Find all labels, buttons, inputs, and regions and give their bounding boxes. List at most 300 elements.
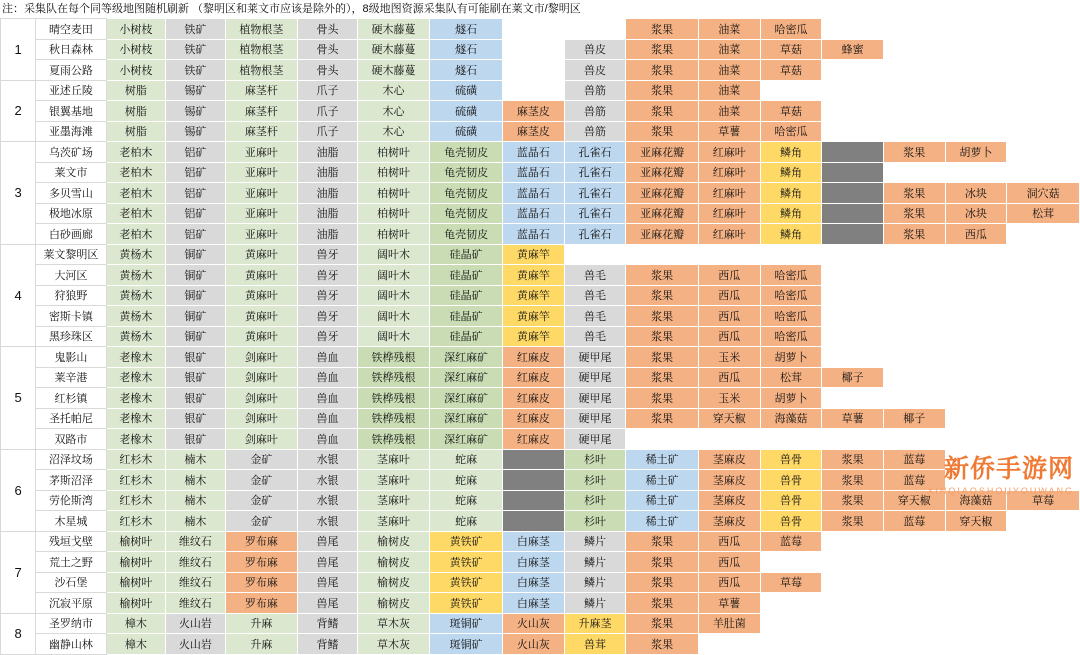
resource-cell: 红麻叶 [698, 183, 760, 204]
resource-cell: 铝矿 [166, 203, 225, 224]
resource-cell: 木心 [357, 101, 430, 122]
resource-cell: 黄杨木 [106, 285, 165, 306]
resource-cell [1007, 552, 1080, 573]
resource-cell: 浆果 [626, 326, 699, 347]
resource-cell: 小树枝 [106, 19, 165, 40]
map-name-cell: 沙石堡 [36, 572, 106, 593]
resource-cell [883, 101, 945, 122]
resource-cell: 黄铁矿 [430, 531, 503, 552]
map-name-cell: 双路市 [36, 429, 106, 450]
resource-cell: 兽毛 [564, 285, 626, 306]
resource-cell: 银矿 [166, 347, 225, 368]
resource-cell: 西瓜 [698, 367, 760, 388]
resource-cell: 铝矿 [166, 162, 225, 183]
resource-cell: 升麻 [225, 634, 298, 655]
resource-cell: 浆果 [626, 367, 699, 388]
resource-cell: 浆果 [626, 19, 699, 40]
resource-cell [822, 80, 884, 101]
resource-cell: 麻茎杆 [225, 101, 298, 122]
resource-cell: 铜矿 [166, 285, 225, 306]
resource-cell: 木心 [357, 121, 430, 142]
resource-cell: 西瓜 [698, 265, 760, 286]
resource-cell: 兽皮 [564, 39, 626, 60]
tier-index-cell: 7 [1, 531, 36, 613]
resource-cell: 茎麻皮 [698, 449, 760, 470]
resource-cell: 亚麻花瓣 [626, 183, 699, 204]
resource-cell: 黄麻竿 [503, 306, 565, 327]
resource-cell: 油菜 [698, 80, 760, 101]
resource-cell: 龟壳韧皮 [430, 162, 503, 183]
map-name-cell: 晴空麦田 [36, 19, 106, 40]
resource-cell: 老橡木 [106, 408, 165, 429]
resource-cell: 海藻菇 [760, 408, 822, 429]
resource-cell [945, 429, 1007, 450]
resource-cell: 兽血 [298, 367, 357, 388]
resource-cell: 草莓 [1007, 490, 1080, 511]
resource-cell: 阔叶木 [357, 326, 430, 347]
resource-cell: 鳞片 [564, 593, 626, 614]
resource-cell: 鳞片 [564, 572, 626, 593]
resource-cell: 柏树叶 [357, 142, 430, 163]
resource-cell: 银矿 [166, 408, 225, 429]
resource-cell: 黄铁矿 [430, 572, 503, 593]
resource-cell [945, 285, 1007, 306]
resource-cell: 金矿 [225, 449, 298, 470]
resource-cell: 冰块 [945, 203, 1007, 224]
resource-cell [503, 19, 565, 40]
resource-cell: 榆树叶 [106, 531, 165, 552]
resource-cell: 骨头 [298, 60, 357, 81]
resource-cell: 蜂蜜 [822, 39, 884, 60]
resource-cell: 火山灰 [503, 613, 565, 634]
resource-cell [564, 19, 626, 40]
resource-cell: 茎麻叶 [357, 490, 430, 511]
resource-cell: 维纹石 [166, 531, 225, 552]
resource-cell: 铜矿 [166, 326, 225, 347]
resource-cell [883, 60, 945, 81]
resource-cell: 骨头 [298, 39, 357, 60]
table-row [1, 388, 1080, 409]
resource-cell: 蓝莓 [883, 470, 945, 491]
resource-cell [945, 80, 1007, 101]
resource-cell: 茎麻叶 [357, 511, 430, 532]
resource-cell: 兽筋 [564, 80, 626, 101]
resource-cell: 维纹石 [166, 593, 225, 614]
resource-cell: 柏树叶 [357, 183, 430, 204]
resource-cell: 兽尾 [298, 593, 357, 614]
resource-cell: 白麻茎 [503, 593, 565, 614]
resource-cell: 油脂 [298, 162, 357, 183]
resource-cell: 兽牙 [298, 326, 357, 347]
resource-cell: 兽蹄 [503, 511, 565, 532]
resource-cell: 浆果 [626, 306, 699, 327]
resource-cell [822, 265, 884, 286]
resource-cell: 浆果 [626, 388, 699, 409]
resource-cell [883, 265, 945, 286]
resource-cell: 茎麻皮 [698, 490, 760, 511]
map-name-cell: 木星城 [36, 511, 106, 532]
resource-cell: 浆果 [626, 39, 699, 60]
resource-cell: 剑麻叶 [225, 429, 298, 450]
resource-cell [945, 531, 1007, 552]
resource-cell: 黄杨木 [106, 265, 165, 286]
resource-cell: 麻茎皮 [503, 121, 565, 142]
resource-cell: 深红麻矿 [430, 347, 503, 368]
resource-cell: 草薯 [698, 593, 760, 614]
resource-cell [883, 285, 945, 306]
resource-cell: 黄麻竿 [503, 244, 565, 265]
resource-cell: 小树枝 [106, 60, 165, 81]
resource-cell: 孔雀石 [564, 162, 626, 183]
resource-cell: 红杉木 [106, 449, 165, 470]
resource-cell: 树脂 [106, 121, 165, 142]
resource-cell: 蓝晶石 [503, 142, 565, 163]
table-note: 注：采集队在每个同等级地图随机刷新 （黎明区和莱文市应该是除外的），8级地图资源采集队有可能刷在莱文市/黎明区 [2, 3, 581, 15]
resource-cell: 红麻皮 [503, 367, 565, 388]
resource-cell: 硬甲皮 [822, 203, 884, 224]
resource-cell [1007, 531, 1080, 552]
resource-cell [945, 162, 1007, 183]
resource-cell [1007, 511, 1080, 532]
resource-cell [883, 552, 945, 573]
resource-cell: 椰子 [822, 367, 884, 388]
resource-cell [503, 60, 565, 81]
resource-cell: 维纹石 [166, 572, 225, 593]
resource-cell: 鳞片 [564, 531, 626, 552]
resource-cell: 麻茎杆 [225, 80, 298, 101]
resource-cell [945, 388, 1007, 409]
resource-cell: 兽筋 [564, 101, 626, 122]
resource-cell [822, 531, 884, 552]
resource-cell: 浆果 [626, 121, 699, 142]
map-name-cell: 密斯卡镇 [36, 306, 106, 327]
resource-cell: 硬甲尾 [564, 388, 626, 409]
resource-cell: 浆果 [626, 572, 699, 593]
table-row [1, 285, 1080, 306]
table-row [1, 326, 1080, 347]
resource-cell [822, 285, 884, 306]
resource-cell [945, 449, 1007, 470]
resource-cell [698, 429, 760, 450]
resource-cell: 铝矿 [166, 183, 225, 204]
resource-cell: 兽尾 [298, 552, 357, 573]
resource-cell [1007, 470, 1080, 491]
resource-cell: 兽血 [298, 347, 357, 368]
resource-cell [822, 347, 884, 368]
table-row [1, 60, 1080, 81]
resource-cell [883, 593, 945, 614]
resource-cell: 维纹石 [166, 552, 225, 573]
resource-cell: 蛇麻 [430, 490, 503, 511]
resource-cell: 兽茸 [564, 634, 626, 655]
resource-cell: 茎麻叶 [357, 470, 430, 491]
resource-table [0, 18, 1080, 655]
resource-cell [1007, 388, 1080, 409]
map-name-cell: 黑珍珠区 [36, 326, 106, 347]
table-row [1, 470, 1080, 491]
resource-cell: 燧石 [430, 39, 503, 60]
resource-cell: 西瓜 [945, 224, 1007, 245]
resource-cell: 榆树叶 [106, 572, 165, 593]
resource-cell [822, 101, 884, 122]
resource-cell: 榆树皮 [357, 572, 430, 593]
resource-cell: 黄麻叶 [225, 244, 298, 265]
map-name-cell: 荒土之野 [36, 552, 106, 573]
resource-cell: 浆果 [626, 347, 699, 368]
resource-cell: 铝矿 [166, 224, 225, 245]
resource-cell: 红麻叶 [698, 224, 760, 245]
resource-cell: 龟壳韧皮 [430, 142, 503, 163]
resource-cell: 油脂 [298, 224, 357, 245]
resource-cell: 草菇 [760, 60, 822, 81]
resource-cell: 蓝晶石 [503, 162, 565, 183]
table-row [1, 490, 1080, 511]
map-name-cell: 茅斯沼泽 [36, 470, 106, 491]
resource-cell [945, 367, 1007, 388]
resource-cell: 樟木 [106, 613, 165, 634]
resource-cell: 蛇麻 [430, 470, 503, 491]
resource-cell [1007, 634, 1080, 655]
resource-cell: 阔叶木 [357, 306, 430, 327]
resource-cell: 铁桦残根 [357, 367, 430, 388]
resource-cell: 硬甲尾 [564, 347, 626, 368]
resource-cell: 草菇 [760, 39, 822, 60]
resource-cell: 硅晶矿 [430, 285, 503, 306]
map-name-cell: 莱文市 [36, 162, 106, 183]
resource-cell: 硬甲皮 [822, 224, 884, 245]
resource-cell [626, 429, 699, 450]
map-name-cell: 亚述丘陵 [36, 80, 106, 101]
resource-cell [883, 326, 945, 347]
table-row [1, 162, 1080, 183]
table-row [1, 265, 1080, 286]
resource-cell: 硬甲尾 [564, 408, 626, 429]
resource-cell [883, 19, 945, 40]
resource-cell: 浆果 [626, 552, 699, 573]
resource-cell: 罗布麻 [225, 552, 298, 573]
resource-cell: 剑麻叶 [225, 408, 298, 429]
resource-cell: 蓝莓 [883, 511, 945, 532]
resource-cell: 罗布麻 [225, 593, 298, 614]
resource-cell: 兽血 [298, 408, 357, 429]
resource-cell: 背鳍 [298, 613, 357, 634]
resource-cell: 铁桦残根 [357, 388, 430, 409]
map-name-cell: 莱辛港 [36, 367, 106, 388]
resource-cell [1007, 60, 1080, 81]
resource-cell [822, 552, 884, 573]
resource-cell: 油菜 [698, 39, 760, 60]
resource-cell [883, 429, 945, 450]
resource-cell: 爪子 [298, 121, 357, 142]
resource-cell [1007, 142, 1080, 163]
resource-cell: 浆果 [626, 531, 699, 552]
resource-cell [503, 39, 565, 60]
resource-cell: 硅晶矿 [430, 306, 503, 327]
resource-cell [945, 39, 1007, 60]
resource-cell: 水银 [298, 490, 357, 511]
resource-cell [698, 244, 760, 265]
map-name-cell: 夏雨公路 [36, 60, 106, 81]
resource-cell [1007, 244, 1080, 265]
resource-cell: 亚麻叶 [225, 142, 298, 163]
resource-cell: 亚麻花瓣 [626, 162, 699, 183]
table-row [1, 572, 1080, 593]
resource-cell [760, 634, 822, 655]
table-row [1, 39, 1080, 60]
resource-cell [760, 429, 822, 450]
resource-cell: 斑铜矿 [430, 613, 503, 634]
resource-cell: 椰子 [883, 408, 945, 429]
resource-cell: 胡萝卜 [945, 142, 1007, 163]
resource-cell: 麻茎杆 [225, 121, 298, 142]
resource-cell [945, 244, 1007, 265]
resource-cell [945, 101, 1007, 122]
resource-cell: 草莓 [760, 572, 822, 593]
resource-cell: 硬木藤蔓 [357, 60, 430, 81]
resource-cell: 孔雀石 [564, 203, 626, 224]
resource-cell [945, 470, 1007, 491]
resource-cell: 红麻皮 [503, 388, 565, 409]
resource-cell: 西瓜 [698, 552, 760, 573]
map-name-cell: 幽静山林 [36, 634, 106, 655]
resource-cell: 玉米 [698, 347, 760, 368]
resource-cell [822, 572, 884, 593]
resource-cell [698, 634, 760, 655]
tier-index-cell: 2 [1, 80, 36, 142]
resource-cell: 火山灰 [503, 634, 565, 655]
resource-cell [1007, 449, 1080, 470]
resource-cell: 白麻茎 [503, 572, 565, 593]
map-name-cell: 银翼基地 [36, 101, 106, 122]
resource-cell: 老橡木 [106, 367, 165, 388]
table-row [1, 80, 1080, 101]
resource-cell [883, 613, 945, 634]
tier-index-cell: 8 [1, 613, 36, 654]
map-name-cell: 劳伦斯湾 [36, 490, 106, 511]
resource-cell: 杉叶 [564, 470, 626, 491]
resource-cell: 硬木藤蔓 [357, 39, 430, 60]
resource-cell: 锡矿 [166, 101, 225, 122]
resource-cell: 罗布麻 [225, 531, 298, 552]
resource-cell: 哈密瓜 [760, 121, 822, 142]
resource-cell: 蓝莓 [883, 449, 945, 470]
resource-cell [883, 121, 945, 142]
resource-cell [883, 367, 945, 388]
resource-cell: 黄杨木 [106, 326, 165, 347]
resource-cell [945, 408, 1007, 429]
resource-cell: 玉米 [698, 388, 760, 409]
resource-cell [945, 613, 1007, 634]
resource-cell: 胡萝卜 [760, 388, 822, 409]
resource-cell: 黄麻竿 [503, 326, 565, 347]
resource-cell [883, 531, 945, 552]
resource-cell: 胡萝卜 [760, 347, 822, 368]
resource-cell: 穿天椒 [883, 490, 945, 511]
resource-cell: 兽毛 [564, 265, 626, 286]
resource-cell [945, 306, 1007, 327]
resource-cell [945, 326, 1007, 347]
resource-cell: 鳞角 [760, 183, 822, 204]
resource-cell: 哈密瓜 [760, 326, 822, 347]
resource-cell: 茎麻皮 [698, 511, 760, 532]
resource-cell: 浆果 [626, 613, 699, 634]
resource-cell: 红麻皮 [503, 429, 565, 450]
resource-cell: 水银 [298, 470, 357, 491]
resource-cell [883, 634, 945, 655]
resource-cell: 燧石 [430, 19, 503, 40]
resource-cell: 铁矿 [166, 19, 225, 40]
resource-cell: 红麻叶 [698, 203, 760, 224]
resource-cell: 兽蹄 [503, 449, 565, 470]
resource-cell [1007, 572, 1080, 593]
resource-cell: 硬甲皮 [822, 162, 884, 183]
map-name-cell: 多贝雪山 [36, 183, 106, 204]
resource-cell: 红麻叶 [698, 162, 760, 183]
table-row [1, 449, 1080, 470]
resource-cell: 龟壳韧皮 [430, 183, 503, 204]
table-row [1, 634, 1080, 655]
map-name-cell: 鬼影山 [36, 347, 106, 368]
resource-cell: 浆果 [626, 593, 699, 614]
map-name-cell: 极地冰原 [36, 203, 106, 224]
resource-cell: 杉叶 [564, 449, 626, 470]
resource-cell: 铁矿 [166, 60, 225, 81]
resource-cell [822, 121, 884, 142]
watermark-subtitle: XINQIAOSHOUYOUWANG [927, 486, 1074, 496]
resource-cell: 剑麻叶 [225, 367, 298, 388]
resource-cell: 蓝晶石 [503, 224, 565, 245]
resource-cell: 浆果 [626, 60, 699, 81]
resource-cell [822, 326, 884, 347]
resource-cell: 草菇 [760, 101, 822, 122]
resource-cell [1007, 429, 1080, 450]
resource-cell: 铜矿 [166, 244, 225, 265]
resource-cell: 西瓜 [698, 285, 760, 306]
resource-cell [822, 19, 884, 40]
resource-cell [760, 613, 822, 634]
resource-cell: 植物根茎 [225, 60, 298, 81]
resource-cell: 浆果 [822, 470, 884, 491]
resource-cell: 斑铜矿 [430, 634, 503, 655]
resource-cell [883, 162, 945, 183]
table-row [1, 306, 1080, 327]
resource-cell [945, 347, 1007, 368]
resource-cell: 升麻茎 [564, 613, 626, 634]
watermark-title: 新侨手游网 [943, 456, 1074, 483]
resource-cell: 黄麻叶 [225, 265, 298, 286]
resource-cell: 升麻 [225, 613, 298, 634]
resource-cell [1007, 408, 1080, 429]
resource-cell: 红杉木 [106, 490, 165, 511]
resource-cell: 黄铁矿 [430, 552, 503, 573]
table-row [1, 121, 1080, 142]
resource-cell: 孔雀石 [564, 183, 626, 204]
tier-index-cell: 5 [1, 347, 36, 450]
resource-cell: 羊肚菌 [698, 613, 760, 634]
table-row [1, 531, 1080, 552]
resource-cell: 阔叶木 [357, 265, 430, 286]
resource-cell: 鳞角 [760, 203, 822, 224]
table-row [1, 244, 1080, 265]
resource-cell [883, 306, 945, 327]
resource-cell: 水银 [298, 511, 357, 532]
table-row [1, 347, 1080, 368]
resource-cell [822, 593, 884, 614]
resource-cell: 铁桦残根 [357, 429, 430, 450]
resource-cell: 银矿 [166, 367, 225, 388]
resource-cell: 洞穴菇 [1007, 183, 1080, 204]
resource-cell: 树脂 [106, 80, 165, 101]
